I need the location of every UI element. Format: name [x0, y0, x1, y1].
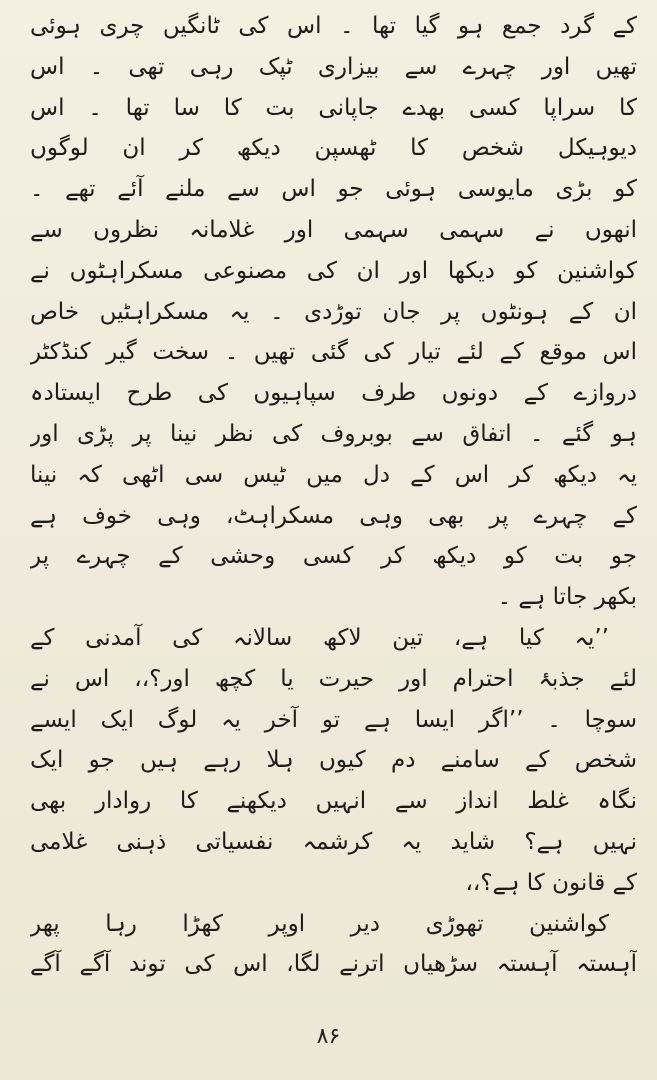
text-line: لئے جذبۂ احترام اور حیرت یا کچھ اور؟،، اس نے [30, 665, 637, 692]
text-line: اس موقع کے لئے تیار کی گئی تھیں ۔ سخت گیر کنڈکٹر [30, 339, 637, 366]
body-text [30, 6, 637, 985]
text-line: آہستہ آہستہ سڑھیاں اترنے لگا، اس کی توند آگے آگے [30, 951, 637, 978]
text-line: جو بت کو دیکھ کر کسی وحشی کے چہرے پر [30, 543, 637, 570]
text-line: سوچا ۔ ’’اگر ایسا ہے تو آخر یہ لوگ ایک ایسے [30, 706, 637, 733]
text-line: تھیں اور چہرے سے بیزاری ٹپک رہی تھی ۔ اس [30, 53, 637, 80]
text-line: ’’یہ کیا ہے، تین لاکھ سالانہ کی آمدنی کے [30, 624, 609, 651]
text-line: کا سراپا کسی بھدے جاپانی بت کا سا تھا ۔ اس [30, 94, 637, 121]
page-number: ۸۶ [316, 1024, 341, 1049]
text-line: کو بڑی مایوسی ہوئی جو اس سے ملنے آئے تھے ۔ [30, 176, 637, 203]
text-line: کواشنین کو دیکھا اور ان کی مصنوعی مسکراہٹوں نے [30, 257, 637, 284]
text-line: بکھر جاتا ہے ۔ [497, 584, 637, 611]
text-line: کے گرد جمع ہو گیا تھا ۔ اس کی ٹانگیں چری ہوئی [30, 13, 637, 39]
text-line: شخص کے سامنے دم کیوں ہلا رہے ہیں جو ایک [30, 747, 637, 774]
text-line: دیوہیکل شخص کا ٹھسپن دیکھ کر ان لوگوں [30, 135, 637, 162]
text-line: کے قانون کا ہے؟،، [465, 869, 637, 896]
text-line: دروازے کے دونوں طرف سپاہیوں کی طرح ایستادہ [30, 380, 637, 407]
text-line: ہو گئے ۔ اتفاق سے بوبروف کی نظر نینا پر پڑی اور [30, 420, 637, 447]
text-line: انھوں نے سہمی سہمی اور غلامانہ نظروں سے [30, 216, 637, 243]
text-line: ان کے ہونٹوں پر جان توڑدی ۔ یہ مسکراہٹیں خاص [30, 298, 637, 325]
text-line: نہیں ہے؟ شاید یہ کرشمہ نفسیاتی ذہنی غلامی [30, 828, 637, 855]
text-line: کے چہرے پر بھی وہی مسکراہٹ، وہی خوف ہے [30, 502, 637, 529]
text-line: کواشنین تھوڑی دیر اوپر کھڑا رہا پھر [30, 910, 609, 937]
text-line: یہ دیکھ کر اس کے دل میں ٹیس سی اٹھی کہ نینا [30, 461, 637, 488]
text-line: نگاہ غلط انداز سے انہیں دیکھنے کا روادار بھی [30, 788, 637, 815]
